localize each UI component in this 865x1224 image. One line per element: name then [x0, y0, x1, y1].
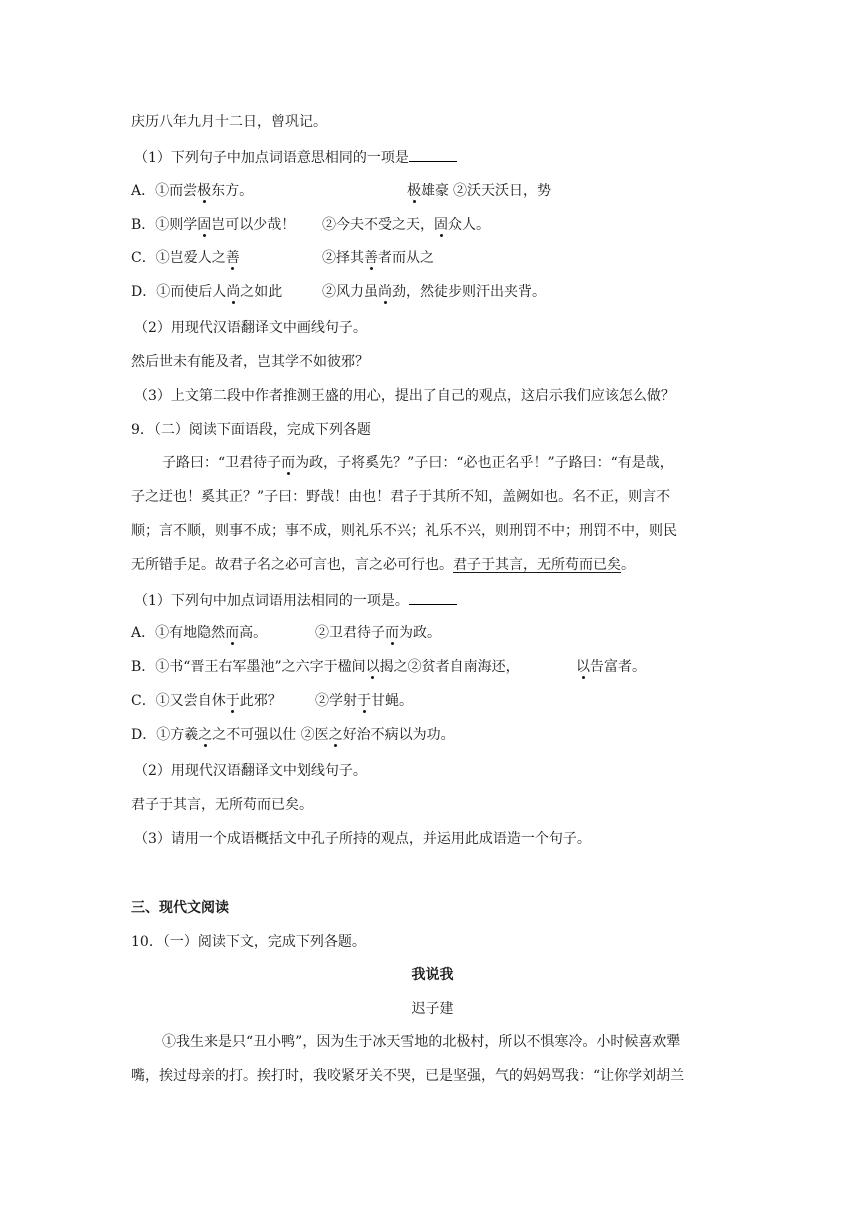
- option-c: C．①又尝自休于此邪？: [131, 693, 282, 709]
- passage-line: 子之迂也！奚其正？”子曰：野哉！由也！君子于其所不知，盖阙如也。名不正，则言不: [131, 489, 671, 505]
- passage-line: 子路曰：“卫君待子而为政，子将奚先？”子曰：“必也正名乎！”子路曰：“有是哉，: [162, 455, 674, 471]
- article-author: 迟子建: [411, 1001, 454, 1017]
- question-line: （1）下列句子中加点词语意思相同的一项是: [134, 147, 457, 168]
- option-a: A．①有地隐然而高。: [131, 625, 268, 641]
- answer-blank[interactable]: [409, 590, 457, 605]
- text-line: 然后世未有能及者，岂其学不如彼邪？: [131, 354, 369, 370]
- option-a-part2: 极雄豪: [407, 183, 449, 199]
- section-heading: 三、现代文阅读: [131, 900, 229, 916]
- question-heading: 10．（一）阅读下文，完成下列各题。: [131, 934, 366, 950]
- passage-line: 无所错手足。故君子名之必可言也，言之必可行也。君子于其言，无所苟而已矣。: [131, 557, 635, 573]
- question-line: （1）下列句中加点词语用法相同的一项是。: [134, 590, 457, 611]
- question-line: （2）用现代汉语翻译文中划线句子。: [134, 763, 367, 779]
- option-a-part2: ②卫君待子而为政。: [315, 625, 441, 641]
- option-d: D．①方羲之之不可强以仕 ②医之好治不病以为功。: [131, 727, 455, 743]
- option-c-part2: ②学射于甘蝇。: [315, 693, 413, 709]
- question-line: （3）请用一个成语概括文中孔子所持的观点，并运用此成语造一个句子。: [134, 831, 591, 847]
- option-b: B．①则学固岂可以少哉！: [131, 217, 296, 233]
- question-line: （3）上文第二段中作者推测王盛的用心，提出了自己的观点，这启示我们应该怎么做？: [134, 388, 675, 404]
- option-b-part2: ②今夫不受之天，固众人。: [322, 217, 490, 233]
- option-b: B．①书“晋王右军墨池”之六字于楹间以揭之②贫者自南海还，: [131, 659, 520, 675]
- article-title: 我说我: [411, 967, 454, 983]
- underlined-sentence: 君子于其言，无所苟而已矣: [453, 557, 621, 573]
- option-b-part2: 以告富者。: [576, 659, 646, 675]
- option-c: C．①岂爱人之善: [131, 250, 240, 266]
- text-line: 君子于其言，无所苟而已矣。: [131, 797, 313, 813]
- text-line: 庆历八年九月十二日，曾巩记。: [131, 114, 327, 130]
- option-d: D．①而使后人尚之如此: [131, 284, 283, 300]
- answer-blank[interactable]: [409, 147, 457, 162]
- option-c-part2: ②择其善者而从之: [322, 250, 434, 266]
- question-line: （2）用现代汉语翻译文中画线句子。: [134, 320, 367, 336]
- passage-line: ①我生来是只“丑小鸭”，因为生于冰天雪地的北极村，所以不惧寒冷。小时候喜欢犟: [162, 1034, 681, 1050]
- passage-line: 顺；言不顺，则事不成；事不成，则礼乐不兴；礼乐不兴，则刑罚不中；刑罚不中，则民: [131, 523, 677, 539]
- question-heading: 9．（二）阅读下面语段，完成下列各题: [131, 422, 371, 438]
- passage-line: 嘴，挨过母亲的打。挨打时，我咬紧牙关不哭，已是坚强，气的妈妈骂我：“让你学刘胡兰: [131, 1068, 685, 1084]
- option-d-part2: ②风力虽尚劲，然徒步则汗出夹背。: [322, 284, 546, 300]
- option-a: A．①而尝极东方。 ②沃天沃日，势: [131, 183, 551, 199]
